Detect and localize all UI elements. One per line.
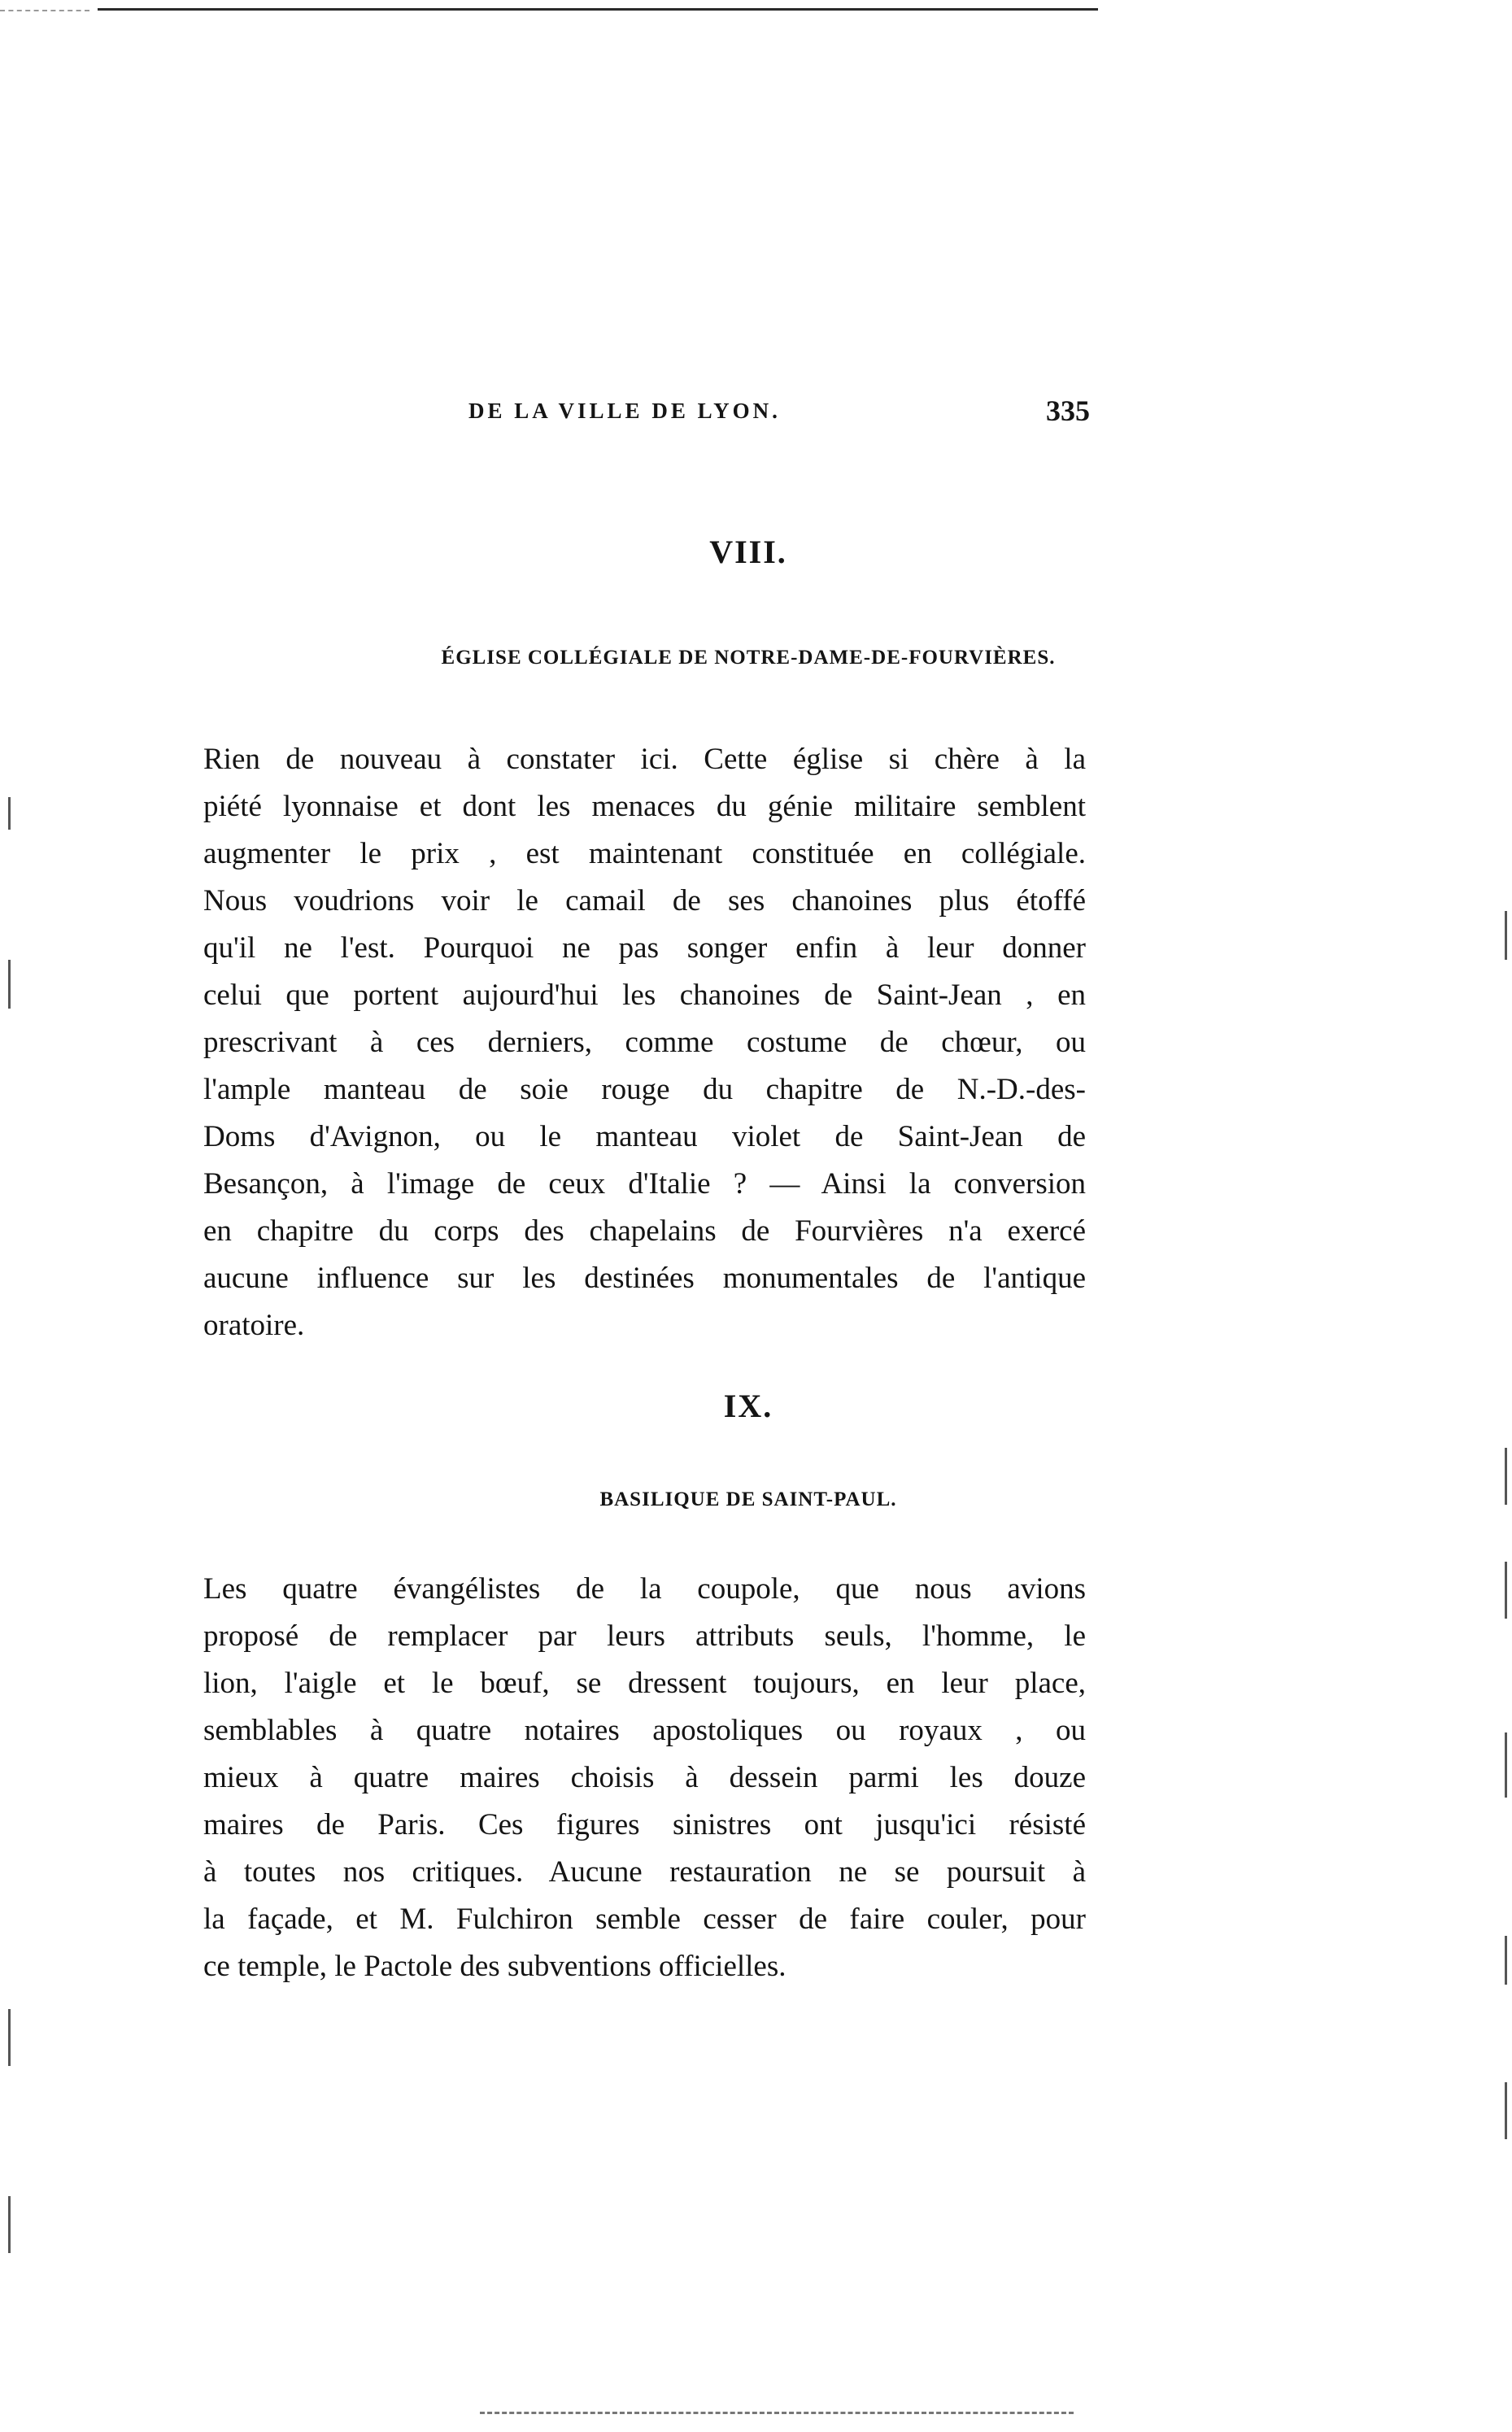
scan-margin-mark bbox=[8, 960, 11, 1009]
text-line: qu'il ne l'est. Pourquoi ne pas songer enfin à leur donner bbox=[203, 931, 1086, 965]
text-line: oratoire. bbox=[203, 1309, 305, 1342]
text-line: semblables à quatre notaires apostoliques ou royaux , ou bbox=[203, 1714, 1086, 1747]
running-title: DE LA VILLE DE LYON. bbox=[468, 399, 781, 423]
text-line: aucune influence sur les destinées monumentales de l'antique bbox=[203, 1262, 1086, 1295]
scan-margin-mark bbox=[1505, 1562, 1507, 1619]
text-line: Rien de nouveau à constater ici. Cette église si chère à la bbox=[203, 743, 1086, 776]
section-number-viii: VIII. bbox=[709, 534, 787, 570]
page-number: 335 bbox=[1046, 394, 1090, 427]
text-line: piété lyonnaise et dont les menaces du génie militaire semblent bbox=[203, 790, 1086, 823]
text-line: Besançon, à l'image de ceux d'Italie ? — Ainsi la conversion bbox=[203, 1167, 1086, 1201]
text-line: maires de Paris. Ces figures sinistres ont jusqu'ici résisté bbox=[203, 1808, 1086, 1841]
text-line: en chapitre du corps des chapelains de Fourvières n'a exercé bbox=[203, 1214, 1086, 1248]
text-line: Nous voudrions voir le camail de ses chanoines plus étoffé bbox=[203, 884, 1086, 917]
scan-margin-mark bbox=[1505, 1448, 1507, 1505]
text-line: l'ample manteau de soie rouge du chapitre de N.-D.-des- bbox=[203, 1073, 1086, 1106]
text-line: ce temple, le Pactole des subventions officielles. bbox=[203, 1950, 787, 1983]
scan-edge-dash-bottom bbox=[480, 2412, 1074, 2414]
scan-margin-mark bbox=[8, 797, 11, 830]
scan-margin-mark bbox=[1505, 1936, 1507, 1985]
text-line: la façade, et M. Fulchiron semble cesser de faire couler, pour bbox=[203, 1902, 1086, 1936]
text-line: prescrivant à ces derniers, comme costume de chœur, ou bbox=[203, 1026, 1086, 1059]
text-line: proposé de remplacer par leurs attributs seuls, l'homme, le bbox=[203, 1619, 1086, 1653]
scan-margin-mark bbox=[1505, 2082, 1507, 2139]
running-head bbox=[455, 394, 1090, 431]
scan-margin-mark bbox=[1505, 911, 1507, 960]
scan-margin-mark bbox=[8, 2009, 11, 2066]
text-line: augmenter le prix , est maintenant constituée en collégiale. bbox=[203, 837, 1086, 870]
scan-edge-dash-left bbox=[0, 10, 89, 11]
section-title-saint-paul: BASILIQUE DE SAINT-PAUL. bbox=[599, 1488, 897, 1510]
text-line: Doms d'Avignon, ou le manteau violet de Saint-Jean de bbox=[203, 1120, 1086, 1153]
paragraph-fourvieres bbox=[203, 736, 1086, 1349]
text-line: celui que portent aujourd'hui les chanoines de Saint-Jean , en bbox=[203, 978, 1086, 1012]
text-line: mieux à quatre maires choisis à dessein parmi les douze bbox=[203, 1761, 1086, 1794]
scan-margin-mark bbox=[8, 2196, 11, 2253]
section-title-fourvieres: ÉGLISE COLLÉGIALE DE NOTRE-DAME-DE-FOURVIÈRES. bbox=[441, 647, 1056, 669]
text-line: à toutes nos critiques. Aucune restauration ne se poursuit à bbox=[203, 1855, 1086, 1889]
scan-margin-mark bbox=[1505, 1732, 1507, 1798]
text-line: lion, l'aigle et le bœuf, se dressent toujours, en leur place, bbox=[203, 1667, 1086, 1700]
paragraph-saint-paul bbox=[203, 1566, 1086, 1990]
section-number-ix: IX. bbox=[723, 1388, 773, 1424]
text-line: Les quatre évangélistes de la coupole, que nous avions bbox=[203, 1572, 1086, 1606]
scan-edge-rule-top bbox=[98, 8, 1098, 11]
